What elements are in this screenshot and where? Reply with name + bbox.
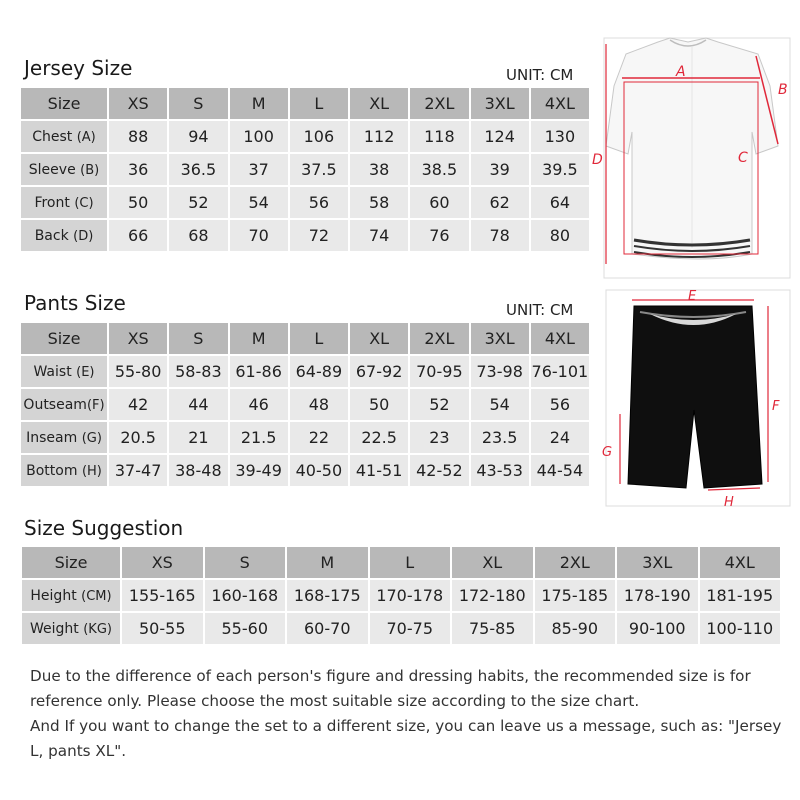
row-label: Weight (KG) <box>22 613 120 644</box>
header-cell: XS <box>109 88 167 119</box>
table-cell: 56 <box>290 187 348 218</box>
header-cell: XL <box>350 88 408 119</box>
header-cell: 2XL <box>410 323 468 354</box>
table-cell: 44 <box>169 389 227 420</box>
table-cell: 55-60 <box>205 613 286 644</box>
table-cell: 56 <box>531 389 589 420</box>
marker-g-label: G <box>602 445 613 460</box>
table-cell: 74 <box>350 220 408 251</box>
table-cell: 90-100 <box>617 613 698 644</box>
header-cell: 2XL <box>535 547 616 578</box>
table-cell: 85-90 <box>535 613 616 644</box>
table-cell: 21 <box>169 422 227 453</box>
row-label: Sleeve (B) <box>21 154 107 185</box>
header-cell: S <box>169 323 227 354</box>
table-row <box>22 580 780 611</box>
table-cell: 39.5 <box>531 154 589 185</box>
marker-f-label: F <box>772 399 780 414</box>
table-cell: 64 <box>531 187 589 218</box>
table-row <box>21 154 589 185</box>
note-paragraph: And If you want to change the set to a different size, you can leave us a message, such as: "Jersey L, pants XL". <box>30 717 782 760</box>
row-label: Waist (E) <box>21 356 107 387</box>
row-label: Height (CM) <box>22 580 120 611</box>
table-cell: 64-89 <box>290 356 348 387</box>
table-cell: 38.5 <box>410 154 468 185</box>
table-cell: 172-180 <box>452 580 533 611</box>
table-row <box>21 187 589 218</box>
table-cell: 37-47 <box>109 455 167 486</box>
table-cell: 55-80 <box>109 356 167 387</box>
pants-diagram <box>594 288 794 512</box>
table-cell: 72 <box>290 220 348 251</box>
header-cell: 2XL <box>410 88 468 119</box>
pants-size-table <box>19 321 591 488</box>
table-cell: 43-53 <box>471 455 529 486</box>
header-cell: XS <box>122 547 203 578</box>
table-cell: 61-86 <box>230 356 288 387</box>
table-cell: 100-110 <box>700 613 781 644</box>
table-header-row <box>21 323 589 354</box>
header-cell: Size <box>22 547 120 578</box>
table-cell: 39-49 <box>230 455 288 486</box>
table-cell: 42-52 <box>410 455 468 486</box>
table-cell: 78 <box>471 220 529 251</box>
table-cell: 70-75 <box>370 613 451 644</box>
table-cell: 38-48 <box>169 455 227 486</box>
table-cell: 94 <box>169 121 227 152</box>
pants-unit-label: UNIT: CM <box>506 301 574 319</box>
jersey-size-table <box>19 86 591 253</box>
header-cell: XL <box>350 323 408 354</box>
row-label: Back (D) <box>21 220 107 251</box>
table-row <box>21 422 589 453</box>
table-cell: 42 <box>109 389 167 420</box>
header-cell: XL <box>452 547 533 578</box>
table-cell: 23.5 <box>471 422 529 453</box>
header-cell: 3XL <box>471 323 529 354</box>
table-cell: 54 <box>471 389 529 420</box>
header-cell: M <box>287 547 368 578</box>
marker-d-label: D <box>592 152 603 168</box>
header-cell: L <box>290 88 348 119</box>
table-row <box>21 389 589 420</box>
table-cell: 70-95 <box>410 356 468 387</box>
table-cell: 175-185 <box>535 580 616 611</box>
table-cell: 62 <box>471 187 529 218</box>
table-cell: 52 <box>410 389 468 420</box>
header-cell: L <box>370 547 451 578</box>
table-cell: 39 <box>471 154 529 185</box>
table-cell: 58-83 <box>169 356 227 387</box>
table-cell: 37.5 <box>290 154 348 185</box>
header-cell: S <box>205 547 286 578</box>
table-cell: 48 <box>290 389 348 420</box>
table-cell: 38 <box>350 154 408 185</box>
table-cell: 73-98 <box>471 356 529 387</box>
table-cell: 44-54 <box>531 455 589 486</box>
marker-b-label: B <box>778 82 788 98</box>
table-cell: 50-55 <box>122 613 203 644</box>
table-cell: 70 <box>230 220 288 251</box>
row-label: Chest (A) <box>21 121 107 152</box>
header-cell: XS <box>109 323 167 354</box>
table-cell: 76 <box>410 220 468 251</box>
header-cell: 3XL <box>617 547 698 578</box>
table-cell: 155-165 <box>122 580 203 611</box>
table-cell: 21.5 <box>230 422 288 453</box>
header-cell: 4XL <box>531 88 589 119</box>
table-cell: 54 <box>230 187 288 218</box>
table-row <box>21 455 589 486</box>
table-cell: 41-51 <box>350 455 408 486</box>
table-cell: 52 <box>169 187 227 218</box>
header-cell: 4XL <box>700 547 781 578</box>
table-cell: 170-178 <box>370 580 451 611</box>
row-label: Inseam (G) <box>21 422 107 453</box>
table-cell: 112 <box>350 121 408 152</box>
jersey-diagram <box>592 36 792 280</box>
table-cell: 23 <box>410 422 468 453</box>
table-cell: 24 <box>531 422 589 453</box>
pants-size-title: Pants Size <box>24 291 126 315</box>
table-row <box>21 220 589 251</box>
size-note <box>30 664 790 764</box>
marker-c-label: C <box>738 150 748 166</box>
jersey-size-title: Jersey Size <box>24 56 133 80</box>
table-cell: 36.5 <box>169 154 227 185</box>
table-cell: 22.5 <box>350 422 408 453</box>
table-cell: 118 <box>410 121 468 152</box>
table-cell: 76-101 <box>531 356 589 387</box>
table-cell: 40-50 <box>290 455 348 486</box>
size-suggestion-table <box>20 545 782 646</box>
header-cell: Size <box>21 323 107 354</box>
header-cell: 4XL <box>531 323 589 354</box>
header-cell: M <box>230 323 288 354</box>
jersey-unit-label: UNIT: CM <box>506 66 574 84</box>
row-label: Front (C) <box>21 187 107 218</box>
table-cell: 88 <box>109 121 167 152</box>
marker-e-label: E <box>688 289 697 304</box>
table-cell: 50 <box>350 389 408 420</box>
table-cell: 75-85 <box>452 613 533 644</box>
table-cell: 60-70 <box>287 613 368 644</box>
table-cell: 67-92 <box>350 356 408 387</box>
table-cell: 106 <box>290 121 348 152</box>
table-cell: 37 <box>230 154 288 185</box>
table-row <box>22 613 780 644</box>
table-cell: 181-195 <box>700 580 781 611</box>
header-cell: 3XL <box>471 88 529 119</box>
header-cell: L <box>290 323 348 354</box>
table-cell: 160-168 <box>205 580 286 611</box>
table-cell: 58 <box>350 187 408 218</box>
row-label: Outseam(F) <box>21 389 107 420</box>
table-cell: 60 <box>410 187 468 218</box>
table-cell: 22 <box>290 422 348 453</box>
table-cell: 100 <box>230 121 288 152</box>
marker-h-label: H <box>724 495 734 510</box>
table-cell: 124 <box>471 121 529 152</box>
header-cell: M <box>230 88 288 119</box>
table-cell: 130 <box>531 121 589 152</box>
size-suggestion-title: Size Suggestion <box>24 516 184 540</box>
table-row <box>21 356 589 387</box>
row-label: Bottom (H) <box>21 455 107 486</box>
table-header-row <box>21 88 589 119</box>
table-cell: 68 <box>169 220 227 251</box>
table-cell: 168-175 <box>287 580 368 611</box>
table-cell: 66 <box>109 220 167 251</box>
table-cell: 80 <box>531 220 589 251</box>
table-cell: 36 <box>109 154 167 185</box>
header-cell: Size <box>21 88 107 119</box>
table-cell: 178-190 <box>617 580 698 611</box>
table-cell: 50 <box>109 187 167 218</box>
table-cell: 20.5 <box>109 422 167 453</box>
table-header-row <box>22 547 780 578</box>
header-cell: S <box>169 88 227 119</box>
marker-a-label: A <box>676 64 686 80</box>
table-row <box>21 121 589 152</box>
table-cell: 46 <box>230 389 288 420</box>
note-paragraph: Due to the difference of each person's figure and dressing habits, the recommended size is for reference only. Please choose the most suitable size according to the size chart. <box>30 667 751 710</box>
